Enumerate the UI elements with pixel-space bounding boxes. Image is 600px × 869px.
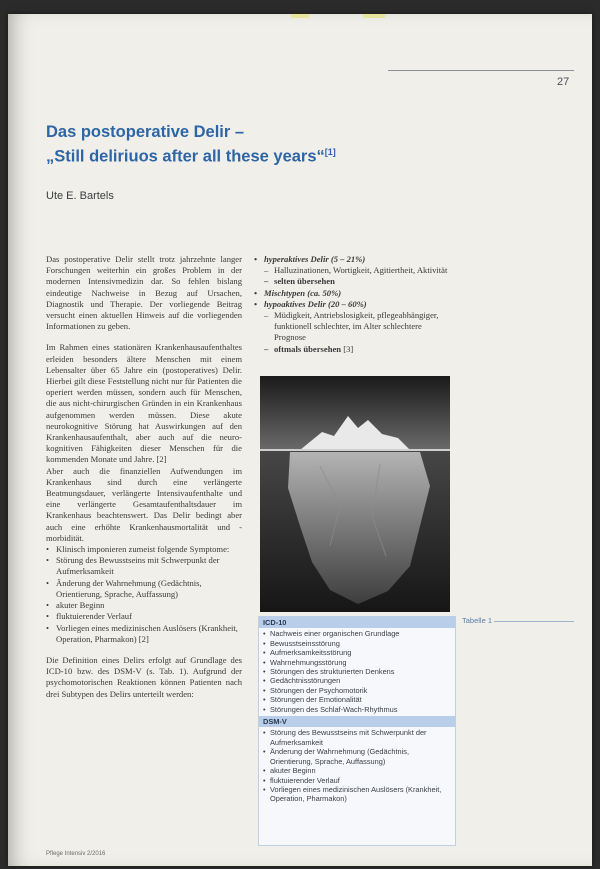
list-item: • Störungen des strukturierten Denkens <box>263 667 451 676</box>
list-item: • fluktuierender Verlauf <box>46 611 242 622</box>
paragraph: Im Rahmen eines stationären Krankenhausaufenthaltes erleiden besonders ältere Menschen mit einem Lebensalter über 65 Jahre ein (postoperatives) Delir. Hierbei gilt diese Feststellung nicht nur für Patienten die operiert werden müssen, sondern auch für Menschen, die aus nicht-chirurgischen Gründen in ein Krankenhaus aufgenommen werden müssen. Diese akute neurokognitive Störung hat Auswirkungen auf den Krankenhausaufenthalt, aber auch auf die neuro-kognitiven Fähigkeiten dieser Menschen für die kommenden Monate und Jahre. [2] <box>46 342 242 465</box>
page-tab-marker <box>291 14 309 18</box>
list-item: • Störungen des Schlaf-Wach-Rhythmus <box>263 705 451 714</box>
title-line-2: „Still deliriuos after all these years“ <box>46 147 325 166</box>
dsm-v-list <box>259 727 455 805</box>
delir-subtype-list <box>254 254 450 355</box>
list-subitem: – Müdigkeit, Antriebslosigkeit, pflegeabhängiger, funktionell schlechter, im Alter schlechtere Prognose <box>254 310 450 344</box>
iceberg-image <box>260 376 450 612</box>
symptom-list <box>46 544 242 645</box>
icd-10-list <box>259 628 455 716</box>
icd-10-header: ICD-10 <box>259 617 455 628</box>
list-item: • fluktuierender Verlauf <box>263 776 451 785</box>
list-subitem <box>254 344 450 355</box>
list-item: • Störungen der Psychomotorik <box>263 686 451 695</box>
list-item: • Gedächtnisstörungen <box>263 676 451 685</box>
list-item: • Störung des Bewusstseins mit Schwerpunkt der Aufmerksamkeit <box>46 555 242 577</box>
list-item: • Klinisch imponieren zumeist folgende Symptome: <box>46 544 242 555</box>
article-title <box>46 122 446 167</box>
list-item: • Vorliegen eines medizinischen Auslösers (Krankheit, Operation, Pharmakon) [2] <box>46 623 242 645</box>
page-number: 27 <box>557 76 570 88</box>
list-subitem: – selten übersehen <box>254 276 450 287</box>
list-item: • Störungen der Emotionalität <box>263 695 451 704</box>
list-item: • Änderung der Wahrnehmung (Gedächtnis, Orientierung, Sprache, Auffassung) <box>46 578 242 600</box>
list-item: • akuter Beginn <box>46 600 242 611</box>
left-text-column <box>46 254 242 710</box>
list-item: • Bewusstseinsstörung <box>263 639 451 648</box>
table-label: Tabelle 1 <box>462 616 493 625</box>
list-subitem: – Halluzinationen, Wortigkeit, Agitiertheit, Aktivität <box>254 265 450 276</box>
table-label-rule <box>494 621 574 622</box>
right-text-column <box>254 254 450 355</box>
list-item: • Vorliegen eines medizinischen Auslösers (Krankheit, Operation, Pharmakon) <box>263 785 451 804</box>
author-name: Ute E. Bartels <box>46 190 114 202</box>
list-item: • hyperaktives Delir (5 – 21%) <box>254 254 450 265</box>
list-item: • Aufmerksamkeitsstörung <box>263 648 451 657</box>
list-item: • Änderung der Wahrnehmung (Gedächtnis, Orientierung, Sprache, Auffassung) <box>263 747 451 766</box>
list-item: • akuter Beginn <box>263 766 451 775</box>
page-footer: Pflege Intensiv 2/2016 <box>46 851 106 857</box>
reference: [3] <box>343 343 354 354</box>
list-item: • Mischtypen (ca. 50%) <box>254 288 450 299</box>
intro-paragraph: Das postoperative Delir stellt trotz jahrzehnte langer Forschungen weiterhin ein großes Problem in der modernen Intensivmedizin dar. So fehlen bislang eindeutige Nachweise in Bezug auf Ursachen, Diagnostik und Therapie. Der vorliegende Beitrag versucht einen aktuellen Hinweis auf die vorliegenden Informationen zu geben. <box>46 254 242 332</box>
journal-page <box>8 14 592 866</box>
table-1 <box>258 616 456 846</box>
header-rule <box>388 70 574 71</box>
subitem-text: oftmals übersehen <box>274 343 342 354</box>
title-line-1: Das postoperative Delir – <box>46 123 245 141</box>
title-reference: [1] <box>324 147 336 157</box>
list-item: • Nachweis einer organischen Grundlage <box>263 629 451 638</box>
paragraph: Die Definition eines Delirs erfolgt auf Grundlage des ICD-10 bzw. des DSM-V (s. Tab. 1). Aufgrund der psychomotorischen Reaktionen können Patienten nach drei Subtypen des Delirs unterteilt werden: <box>46 654 242 699</box>
list-item: • hypoaktives Delir (20 – 60%) <box>254 299 450 310</box>
list-item: • Wahrnehmungsstörung <box>263 658 451 667</box>
page-tab-marker <box>363 14 385 18</box>
paragraph: Aber auch die finanziellen Aufwendungen im Krankenhaus sind durch eine verlängerte Beatmungsdauer, verlängerte Intensivaufenthalte und eine verlängerte Gesamtaufenthaltsdauer im Krankenhaus beachtenswert. Das Delir bedingt aber auch eine erhöhte Krankenhausmortalität und -morbidität. <box>46 465 242 543</box>
list-item: • Störung des Bewusstseins mit Schwerpunkt der Aufmerksamkeit <box>263 728 451 747</box>
dsm-v-header: DSM-V <box>259 716 455 727</box>
